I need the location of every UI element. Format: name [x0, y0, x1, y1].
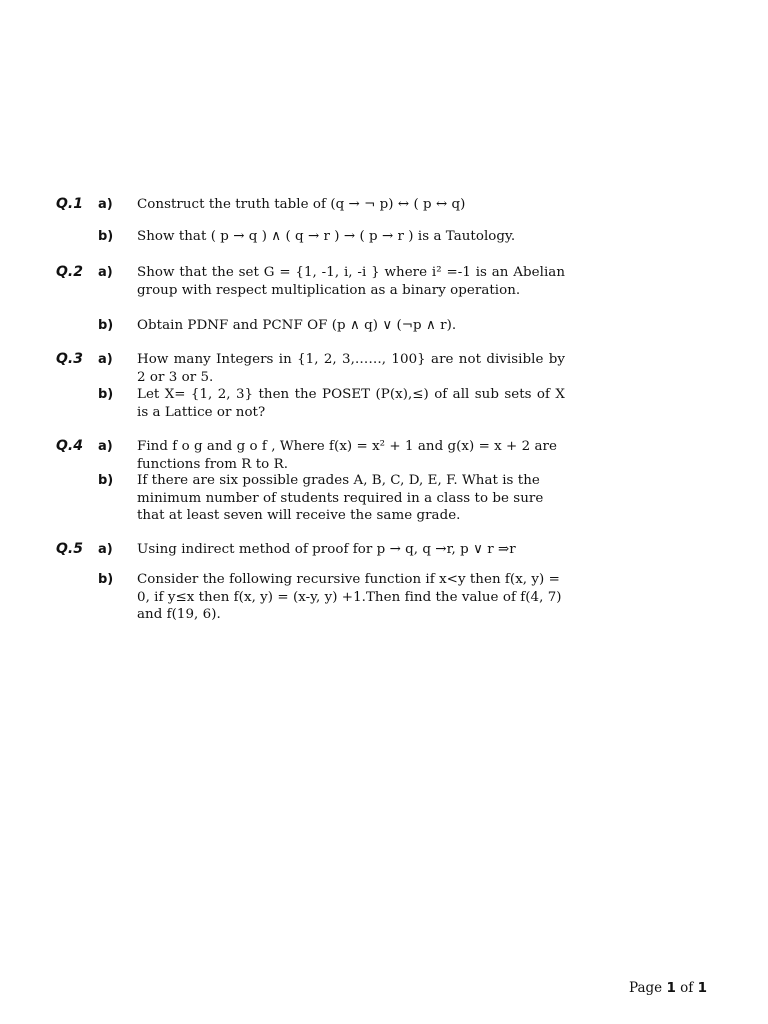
part-label: b) — [98, 387, 114, 402]
part-text: Using indirect method of proof for p → q, q →r, p ∨ r ⇒r — [137, 542, 516, 557]
part-label: a) — [98, 352, 113, 367]
part-text: Obtain PDNF and PCNF OF (p ∧ q) ∨ (¬p ∧ r). — [137, 318, 457, 333]
question-number: Q.1 — [56, 196, 83, 212]
part-label: a) — [98, 265, 113, 280]
question-number: Q.2 — [56, 264, 83, 280]
page-number-footer — [629, 980, 707, 997]
part-text: How many Integers in {1, 2, 3,……, 100} are not divisible by 2 or 3 or 5. — [137, 352, 565, 385]
page-total: 1 — [697, 980, 707, 996]
question-number: Q.4 — [56, 438, 83, 454]
part-text: Consider the following recursive function if x<y then f(x, y) = 0, if y≤x then f(x, y) = (x-y, y) +1.Then find the value of f(4, 7) and f(19, 6). — [137, 572, 562, 622]
part-text: Show that the set G = {1, -1, i, -i } where i² =-1 is an Abelian group with respect multiplication as a binary operation. — [137, 265, 565, 298]
part-label: b) — [98, 473, 114, 488]
page-current: 1 — [666, 980, 676, 996]
part-text: Construct the truth table of (q → ¬ p) ↔ ( p ↔ q) — [137, 197, 466, 212]
part-label: b) — [98, 229, 114, 244]
of-word: of — [680, 980, 694, 996]
part-text: Let X= {1, 2, 3} then the POSET (P(x),≤) of all sub sets of X is a Lattice or not? — [137, 387, 565, 420]
part-text: Show that ( p → q ) ∧ ( q → r ) → ( p → r ) is a Tautology. — [137, 229, 516, 244]
part-text: Find f o g and g o f , Where f(x) = x² + 1 and g(x) = x + 2 are functions from R to R. — [137, 439, 557, 472]
part-label: a) — [98, 439, 113, 454]
part-label: a) — [98, 542, 113, 557]
question-number: Q.3 — [56, 351, 83, 367]
part-label: a) — [98, 197, 113, 212]
part-label: b) — [98, 572, 114, 587]
page-word: Page — [629, 980, 663, 996]
question-number: Q.5 — [56, 541, 83, 557]
part-text: If there are six possible grades A, B, C, D, E, F. What is the minimum number of students required in a class to be sure that at least seven will receive the same grade. — [137, 473, 544, 523]
part-label: b) — [98, 318, 114, 333]
